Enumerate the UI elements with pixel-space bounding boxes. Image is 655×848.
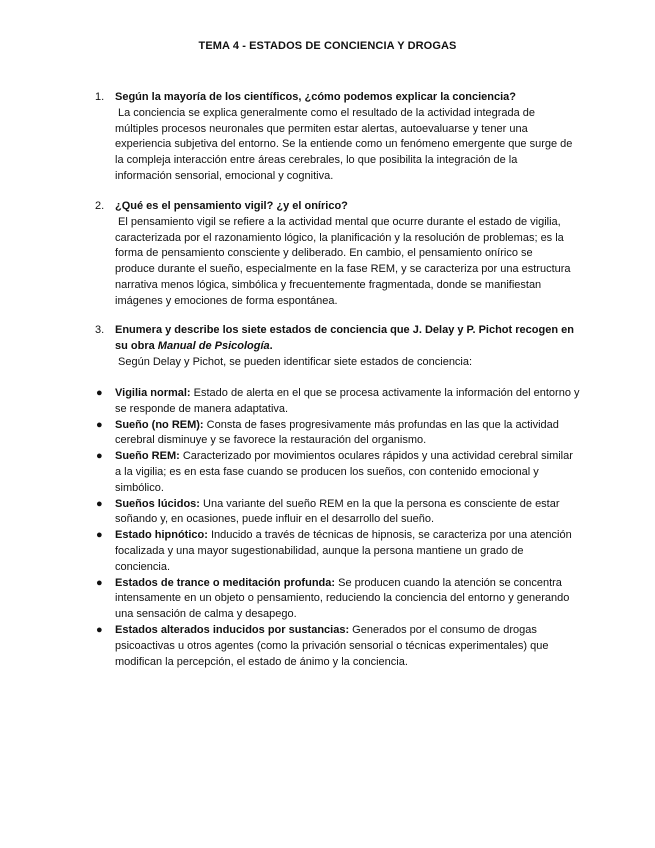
question-number: 2. <box>95 200 105 212</box>
state-term: Estado hipnótico: <box>115 529 208 542</box>
list-item <box>95 449 580 496</box>
answer-text: La conciencia se explica generalmente como el resultado de la actividad integrada de múltiples procesos neuronales que permiten estar alertas, autoevaluarse y tener una experiencia subjetiva del entorno. Se la entiende como un fenómeno emergente que surge de la compleja interacción entre áreas cerebrales, lo que posibilita la integración de la información sensorial, emocional y cognitiva. <box>115 106 573 182</box>
list-item <box>95 386 580 418</box>
bullet-icon: ● <box>96 418 103 431</box>
question-number: 3. <box>95 324 105 336</box>
state-term: Sueños lúcidos: <box>115 497 200 510</box>
question-1 <box>95 90 575 185</box>
state-description: Inducido a través de técnicas de hipnosis, se caracteriza por una atención focalizada y una mayor sugestionabilidad, aunque la persona mantiene un grado de conciencia. <box>115 529 572 573</box>
state-term: Estados alterados inducidos por sustancias: <box>115 623 350 636</box>
state-description: Se producen cuando la atención se concentra intensamente en un objeto o pensamiento, reduciendo la conciencia del entorno y generando una sensación de calma y desapego. <box>115 576 570 621</box>
state-term: Vigilia normal: <box>115 387 191 399</box>
list-item <box>95 528 580 575</box>
list-item <box>95 418 580 450</box>
state-description: Caracterizado por movimientos oculares rápidos y una actividad cerebral similar a la vigilia; es en esta fase cuando se producen los sueños, con contenido emocional y simbólico. <box>115 450 573 494</box>
state-term: Sueño (no REM): <box>115 418 204 431</box>
question-text-prefix: Enumera y describe los siete estados de conciencia que J. Delay y P. Pichot recogen en su obra <box>115 324 574 352</box>
book-title: Manual de Psicología <box>157 339 270 352</box>
state-description: Consta de fases progresivamente más profundas en las que la actividad cerebral disminuye y se favorece la restauración del organismo. <box>115 418 559 447</box>
bullet-icon: ● <box>96 623 103 636</box>
states-list <box>95 386 580 670</box>
answer-text: Según Delay y Pichot, se pueden identificar siete estados de conciencia: <box>118 355 473 368</box>
answer-text: El pensamiento vigil se refiere a la actividad mental que ocurre durante el estado de vigilia, caracterizada por el razonamiento lógico, la planificación y la resolución de problemas; es la forma de pensamiento consciente y deliberado. En cambio, el pensamiento onírico se produce durante el sueño, especialmente en la fase REM, y se caracteriza por una estructura narrativa menos lógica, simbólica y frecuentemente fragmentada, donde se manifiestan imágenes y emociones de forma espontánea. <box>115 215 571 307</box>
question-3 <box>95 323 575 370</box>
document-title: TEMA 4 - ESTADOS DE CONCIENCIA Y DROGAS <box>198 40 457 52</box>
list-item <box>95 497 580 529</box>
bullet-icon: ● <box>96 576 103 589</box>
list-item <box>95 576 580 623</box>
bullet-icon: ● <box>96 387 103 399</box>
question-number: 1. <box>95 91 105 103</box>
question-text <box>115 323 575 355</box>
question-2 <box>95 199 575 310</box>
question-text: ¿Qué es el pensamiento vigil? ¿y el onírico? <box>115 200 348 212</box>
state-description: Una variante del sueño REM en la que la persona es consciente de estar soñando y, en ocasiones, puede influir en el desarrollo del sueño. <box>115 497 560 526</box>
question-text-suffix: . <box>269 339 273 352</box>
bullet-icon: ● <box>96 529 103 542</box>
question-text: Según la mayoría de los científicos, ¿cómo podemos explicar la conciencia? <box>115 91 517 103</box>
list-item <box>95 623 580 670</box>
state-description: Generados por el consumo de drogas psicoactivas u otros agentes (como la privación sensorial o técnicas experimentales) que modifican la percepción, el estado de ánimo y la conciencia. <box>115 623 549 668</box>
bullet-icon: ● <box>96 497 103 510</box>
bullet-icon: ● <box>96 450 103 463</box>
state-description: Estado de alerta en el que se procesa activamente la información del entorno y se responde de manera adaptativa. <box>115 387 580 415</box>
state-term: Estados de trance o meditación profunda: <box>115 576 336 589</box>
state-term: Sueño REM: <box>115 450 180 463</box>
